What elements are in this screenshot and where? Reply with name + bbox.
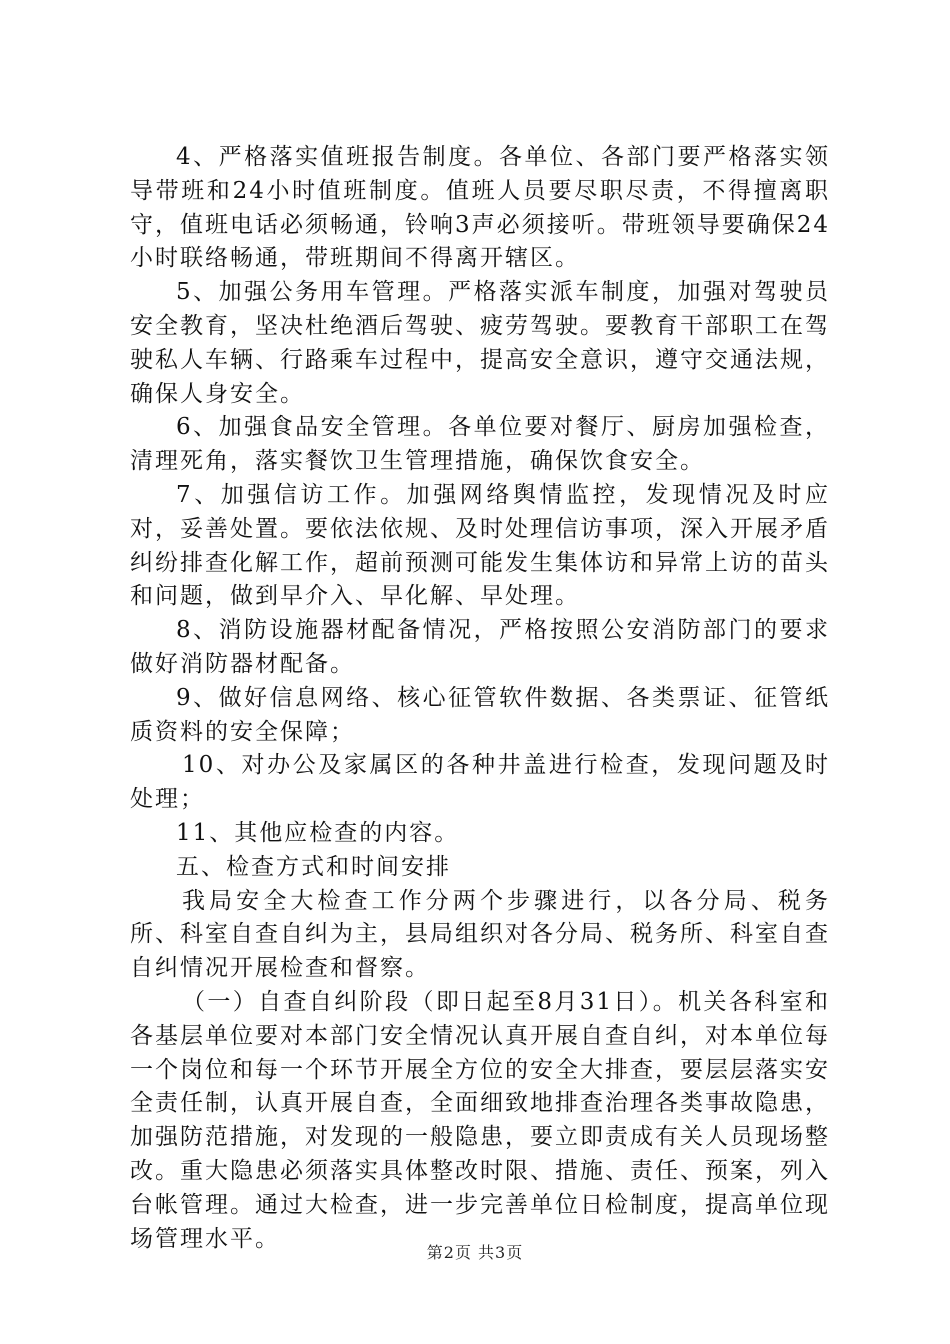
paragraph-self-inspection-stage: （一）自查自纠阶段（即日起至8月31日）。机关各科室和各基层单位要对本部门安全情况认真开展自查自纠，对本单位每一个岗位和每一个环节开展全方位的安全大排查，要层层落实安全责任制，认真开展自查，全面细致地排查治理各类事故隐患，加强防范措施，对发现的一般隐患，要立即责成有关人员现场整改。重大隐患必须落实具体整改时限、措施、责任、预案，列入台帐管理。通过大检查，进一步完善单位日检制度，提高单位现场管理水平。	[130, 988, 830, 1252]
paragraph-fire-equipment: 8、消防设施器材配备情况，严格按照公安消防部门的要求做好消防器材配备。	[130, 617, 830, 677]
document-body	[130, 141, 830, 1256]
paragraph-network-security: 9、做好信息网络、核心征管软件数据、各类票证、征管纸质资料的安全保障；	[130, 684, 830, 745]
paragraph-duty-report: 4、严格落实值班报告制度。各单位、各部门要严格落实领导带班和24小时值班制度。值班人员要尽职尽责，不得擅离职守，值班电话必须畅通，铃响3声必须接听。带班领导要确保24小时联络畅通，带班期间不得离开辖区。	[130, 144, 830, 272]
paragraph-vehicle-management: 5、加强公务用车管理。严格落实派车制度，加强对驾驶员安全教育，坚决杜绝酒后驾驶、疲劳驾驶。要教育干部职工在驾驶私人车辆、行路乘车过程中，提高安全意识，遵守交通法规，确保人身安全。	[130, 279, 830, 407]
paragraph-food-safety: 6、加强食品安全管理。各单位要对餐厅、厨房加强检查，清理死角，落实餐饮卫生管理措施，确保饮食安全。	[130, 414, 830, 475]
paragraph-manhole-check: 10、对办公及家属区的各种井盖进行检查，发现问题及时处理；	[130, 752, 830, 813]
paragraph-petition-work: 7、加强信访工作。加强网络舆情监控，发现情况及时应对，妥善处置。要依法依规、及时处理信访事项，深入开展矛盾纠纷排查化解工作，超前预测可能发生集体访和异常上访的苗头和问题，做到早介入、早化解、早处理。	[130, 481, 830, 610]
page-number-footer: 第2页 共3页	[426, 1243, 524, 1262]
section-heading-inspection-schedule: 五、检查方式和时间安排	[176, 853, 451, 880]
paragraph-inspection-steps: 我局安全大检查工作分两个步骤进行，以各分局、税务所、科室自查自纠为主，县局组织对各分局、税务所、科室自查自纠情况开展检查和督察。	[130, 887, 830, 982]
paragraph-other-items: 11、其他应检查的内容。	[176, 819, 460, 846]
